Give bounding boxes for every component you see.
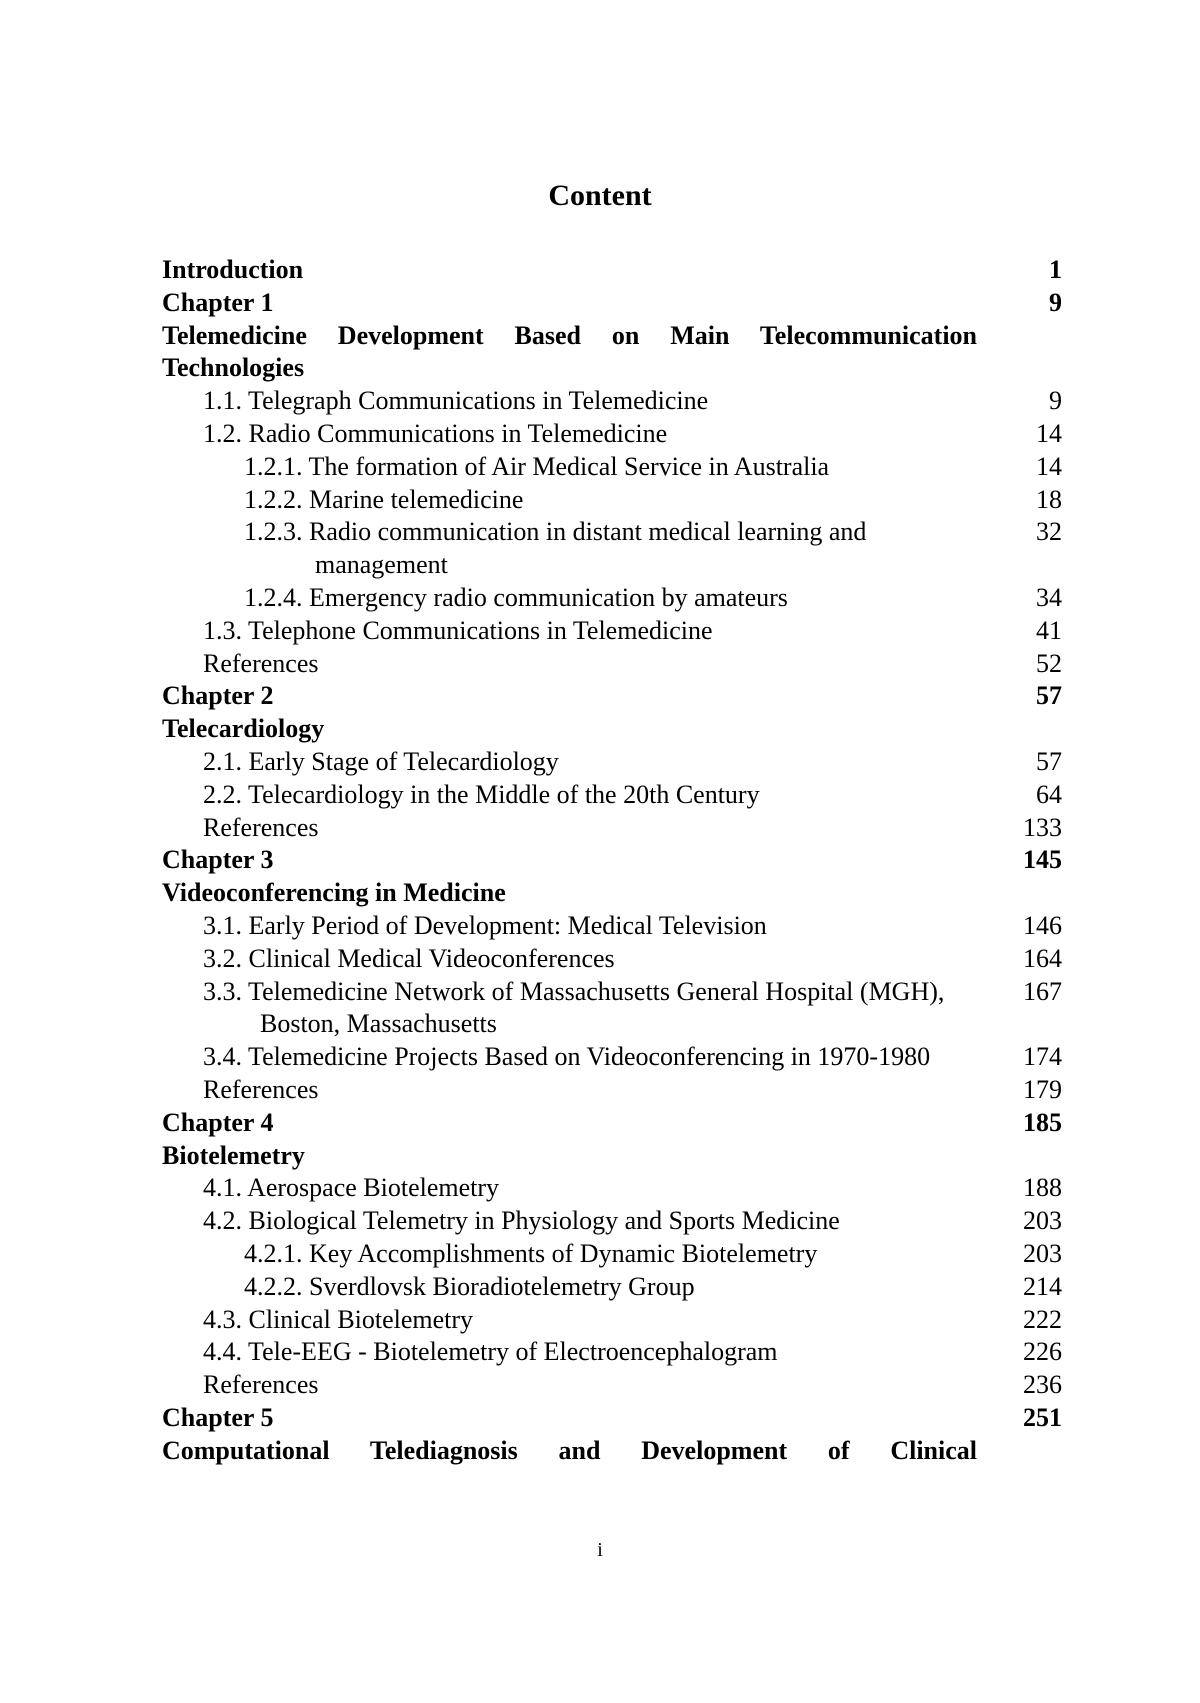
toc-entry[interactable] xyxy=(162,385,1062,418)
toc-entry[interactable] xyxy=(162,484,1062,517)
toc-page-number: 9 xyxy=(1049,287,1062,317)
toc-entry-title: Chapter 2 xyxy=(162,681,274,711)
toc-page-number: 18 xyxy=(1036,484,1062,514)
toc-page-number: 146 xyxy=(1023,910,1062,940)
toc-entry[interactable] xyxy=(162,1336,1062,1369)
toc-entry-title: 1.2. Radio Communications in Telemedicine xyxy=(203,418,668,448)
toc-entry-title: References xyxy=(203,648,319,678)
toc-page-number: 9 xyxy=(1049,386,1062,416)
toc-page-number: 236 xyxy=(1023,1370,1062,1400)
toc-entry[interactable] xyxy=(162,1172,1062,1205)
toc-entry[interactable] xyxy=(162,779,1062,812)
toc-page-number: 14 xyxy=(1036,418,1062,448)
toc-page-number: 222 xyxy=(1023,1304,1062,1334)
toc-page-number: 203 xyxy=(1023,1206,1062,1236)
toc-entry-title: 4.2.2. Sverdlovsk Bioradiotelemetry Group xyxy=(244,1271,695,1301)
toc-page-number: 174 xyxy=(1023,1042,1062,1072)
toc-entry-title: Chapter 3 xyxy=(162,845,274,875)
toc-entry[interactable] xyxy=(162,746,1062,779)
toc-page-number: 57 xyxy=(1036,746,1062,776)
toc-page-number: 167 xyxy=(1023,976,1062,1006)
toc-entry[interactable] xyxy=(162,910,1062,943)
toc-page-number: 251 xyxy=(1023,1402,1062,1432)
toc-page-number: 214 xyxy=(1023,1271,1062,1301)
toc-entry-title: 3.4. Telemedicine Projects Based on Videoconferencing in 1970-1980 xyxy=(203,1042,931,1072)
toc-entry-title: 3.3. Telemedicine Network of Massachusetts General Hospital (MGH), Boston, Massachusetts xyxy=(203,976,945,1039)
toc-entry[interactable] xyxy=(162,812,1062,845)
toc-entry-title: Telemedicine Development Based on Main Telecommunication xyxy=(162,320,977,350)
toc-page-number: 41 xyxy=(1036,615,1062,645)
toc-entry-title: References xyxy=(203,812,319,842)
toc-entry[interactable] xyxy=(162,648,1062,681)
page-title: Content xyxy=(548,179,652,212)
toc-entry-title: Chapter 5 xyxy=(162,1402,274,1432)
toc-entry[interactable] xyxy=(162,1304,1062,1337)
toc-entry-title: 1.2.2. Marine telemedicine xyxy=(244,484,524,514)
toc-heading[interactable] xyxy=(162,877,1062,910)
page-number: i xyxy=(597,1539,603,1561)
toc-page-number: 14 xyxy=(1036,451,1062,481)
toc-page-number: 64 xyxy=(1036,779,1062,809)
toc-page-number: 179 xyxy=(1023,1074,1062,1104)
toc-entry[interactable] xyxy=(162,1205,1062,1238)
toc-page-number: 34 xyxy=(1036,582,1062,612)
toc-entry-title: 4.3. Clinical Biotelemetry xyxy=(203,1304,474,1334)
toc-heading[interactable] xyxy=(162,320,1062,353)
toc-entry-title: 4.2.1. Key Accomplishments of Dynamic Biotelemetry xyxy=(244,1238,818,1268)
toc-entry-title: 3.2. Clinical Medical Videoconferences xyxy=(203,943,615,973)
toc-entry-title: 1.2.4. Emergency radio communication by amateurs xyxy=(244,582,788,612)
toc-entry-title: 1.2.3. Radio communication in distant medical learning and management xyxy=(244,517,867,580)
toc-entry[interactable] xyxy=(162,1369,1062,1402)
toc-heading[interactable] xyxy=(162,1107,1062,1140)
toc-page-number: 57 xyxy=(1036,681,1062,711)
toc-entry[interactable] xyxy=(162,976,1062,1042)
toc-page-number: 185 xyxy=(1023,1107,1062,1137)
toc-entry-title: 2.1. Early Stage of Telecardiology xyxy=(203,746,559,776)
toc-entry[interactable] xyxy=(162,1074,1062,1107)
toc-page-number: 203 xyxy=(1023,1238,1062,1268)
toc-entry-title: References xyxy=(203,1074,319,1104)
toc-entry-title: References xyxy=(203,1370,319,1400)
toc-heading[interactable] xyxy=(162,1140,1062,1173)
toc-entry[interactable] xyxy=(162,1271,1062,1304)
toc-entry-title: Chapter 4 xyxy=(162,1107,274,1137)
toc-entry[interactable] xyxy=(162,943,1062,976)
toc-page-number: 145 xyxy=(1023,845,1062,875)
toc-entry-title: 1.1. Telegraph Communications in Telemedicine xyxy=(203,386,709,416)
toc-entry-title: 2.2. Telecardiology in the Middle of the 20th Century xyxy=(203,779,760,809)
toc-entry-title: Introduction xyxy=(162,255,304,284)
toc-page-number: 52 xyxy=(1036,648,1062,678)
toc-entry[interactable] xyxy=(162,451,1062,484)
toc-heading[interactable] xyxy=(162,352,1062,385)
toc-entry-title: 4.1. Aerospace Biotelemetry xyxy=(203,1173,500,1203)
toc-entry-title: 3.1. Early Period of Development: Medical Television xyxy=(203,910,767,940)
toc-entry-title: 1.3. Telephone Communications in Telemedicine xyxy=(203,615,713,645)
toc-entry-title: 4.4. Tele-EEG - Biotelemetry of Electroencephalogram xyxy=(203,1337,778,1367)
toc-entry[interactable] xyxy=(162,418,1062,451)
toc-entry-title: Biotelemetry xyxy=(162,1140,305,1170)
toc-entry-title: 4.2. Biological Telemetry in Physiology and Sports Medicine xyxy=(203,1206,840,1236)
toc-page-number: 164 xyxy=(1023,943,1062,973)
toc-page-number: 226 xyxy=(1023,1337,1062,1367)
toc-entry-title: Videoconferencing in Medicine xyxy=(162,878,506,908)
toc-page-number: 133 xyxy=(1023,812,1062,842)
toc-entry[interactable] xyxy=(162,582,1062,615)
toc-heading[interactable] xyxy=(162,254,1062,287)
toc-entry[interactable] xyxy=(162,1238,1062,1271)
toc-entry[interactable] xyxy=(162,1041,1062,1074)
toc-entry-title: Computational Telediagnosis and Development of Clinical xyxy=(162,1435,977,1465)
toc-entry[interactable] xyxy=(162,516,1062,582)
toc-page-number: 188 xyxy=(1023,1173,1062,1203)
toc-page-number: 32 xyxy=(1036,517,1062,547)
toc-entry-title: 1.2.1. The formation of Air Medical Service in Australia xyxy=(244,451,830,481)
toc-heading[interactable] xyxy=(162,1435,1062,1468)
toc-entry[interactable] xyxy=(162,615,1062,648)
toc-heading[interactable] xyxy=(162,287,1062,320)
toc-entry-title: Chapter 1 xyxy=(162,287,274,317)
toc-heading[interactable] xyxy=(162,680,1062,713)
toc-entry-title: Technologies xyxy=(162,353,305,383)
toc-page-number: 1 xyxy=(1049,255,1062,284)
toc-heading[interactable] xyxy=(162,844,1062,877)
toc-heading[interactable] xyxy=(162,1402,1062,1435)
table-of-contents xyxy=(162,254,1062,1467)
toc-heading[interactable] xyxy=(162,713,1062,746)
toc-entry-title: Telecardiology xyxy=(162,714,325,744)
